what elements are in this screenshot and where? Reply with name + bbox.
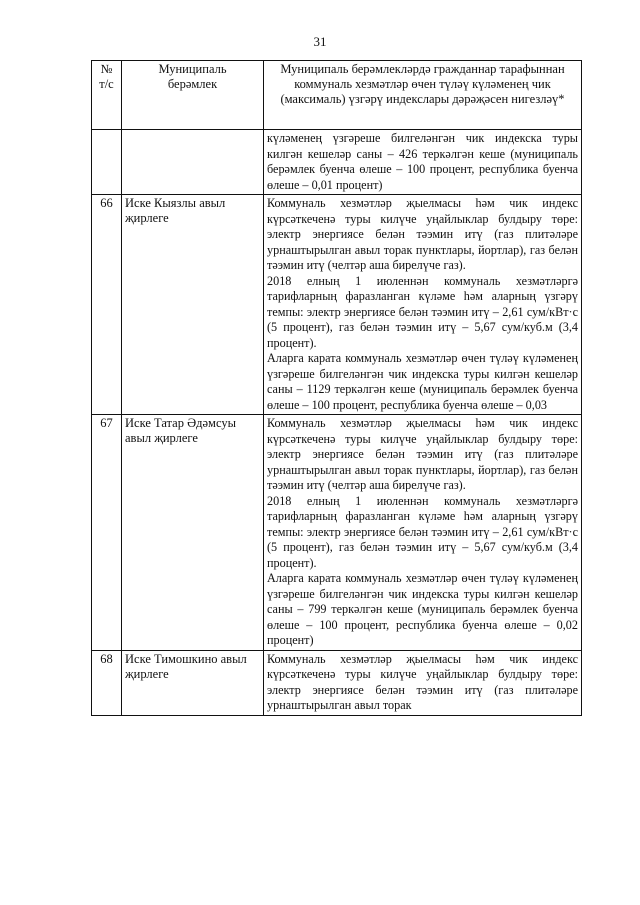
- basis-paragraph: Коммуналь хезмәтләр җыелмасы һәм чик индекс күрсәткеченә туры килүче уңайлыклар булдыру төре: электр энергиясе белән тәэмин итү (газ плитәләре урнаштырылган авыл торак пунктлары, йортлар), газ белән тәэмин итү (челтәр аша бирелүче газ).: [267, 196, 578, 272]
- basis-paragraph: күләменең үзгәреше билгеләнгән чик индекска туры килгән кешеләр саны – 426 теркәлгән кеше (муниципаль берәмлек буенча өлеше – 100 процент, республика буенча өлеше – 0,01 процент): [267, 131, 578, 192]
- basis-paragraph: Аларга карата коммуналь хезмәтләр өчен түләү күләменең үзгәреше билгеләнгән чик индекска туры килгән кешеләр саны – 1129 теркәлгән кеше (муниципаль берәмлек буенча өлеше – 100 процент, республика буенча өлеше – 0,03: [267, 351, 578, 412]
- row-number: 66: [92, 195, 122, 415]
- header-municipality: Муниципаль берәмлек: [122, 61, 264, 130]
- row-number: [92, 130, 122, 195]
- table-row: [92, 415, 582, 651]
- row-municipality: Иске Тимошкино авыл җирлеге: [122, 650, 264, 715]
- basis-paragraph: Коммуналь хезмәтләр җыелмасы һәм чик индекс күрсәткеченә туры килүче уңайлыклар булдыру төре: электр энергиясе белән тәэмин итү (газ плитәләре урнаштырылган авыл торак пунктлары, йортлар), газ белән тәэмин итү (челтәр аша бирелүче газ).: [267, 416, 578, 492]
- table-row: [92, 650, 582, 715]
- page-number: 31: [313, 34, 327, 49]
- header-basis: Муниципаль берәмлекләрдә гражданнар тарафыннан коммуналь хезмәтләр өчен түләү күләменең чик (максималь) үзгәрү индекслары дәрәҗәсен нигезләү*: [264, 61, 582, 130]
- basis-paragraph: 2018 елның 1 июленнән коммуналь хезмәтләргә тарифларның фаразланган күләме һәм аларның үзгәрү темпы: электр энергиясе белән тәэмин итү – 2,61 сум/кВт·с (5 процент), газ белән тәэмин итү – 5,67 сум/куб.м (3,4 процент).: [267, 493, 578, 570]
- row-municipality: Иске Татар Әдәмсуы авыл җирлеге: [122, 415, 264, 651]
- table-header-row: [92, 61, 582, 130]
- row-number: 67: [92, 415, 122, 651]
- row-municipality: Иске Кыязлы авыл җирлеге: [122, 195, 264, 415]
- table-row: [92, 195, 582, 415]
- row-basis: [264, 415, 582, 651]
- table-row: [92, 130, 582, 195]
- row-number: 68: [92, 650, 122, 715]
- row-basis: [264, 130, 582, 195]
- basis-paragraph: Аларга карата коммуналь хезмәтләр өчен түләү күләменең үзгәреше билгеләнгән чик индекска туры килгән кешеләр саны – 799 теркәлгән кеше (муниципаль берәмлек буенча өлеше – 100 процент, республика буенча өлеше – 0,02 процент): [267, 571, 578, 647]
- row-basis: [264, 650, 582, 715]
- row-municipality: [122, 130, 264, 195]
- tariff-table: [91, 60, 582, 716]
- row-basis: [264, 195, 582, 415]
- basis-paragraph: Коммуналь хезмәтләр җыелмасы һәм чик индекс күрсәткеченә туры килүче уңайлыклар булдыру төре: электр энергиясе белән тәэмин итү (газ плитәләре урнаштырылган авыл торак: [267, 651, 578, 712]
- header-number: № т/с: [92, 61, 122, 130]
- basis-paragraph: 2018 елның 1 июленнән коммуналь хезмәтләргә тарифларның фаразланган күләме һәм аларның үзгәрү темпы: электр энергиясе белән тәэмин итү – 2,61 сум/кВт·с (5 процент), газ белән тәэмин итү – 5,67 сум/куб.м (3,4 процент).: [267, 273, 578, 350]
